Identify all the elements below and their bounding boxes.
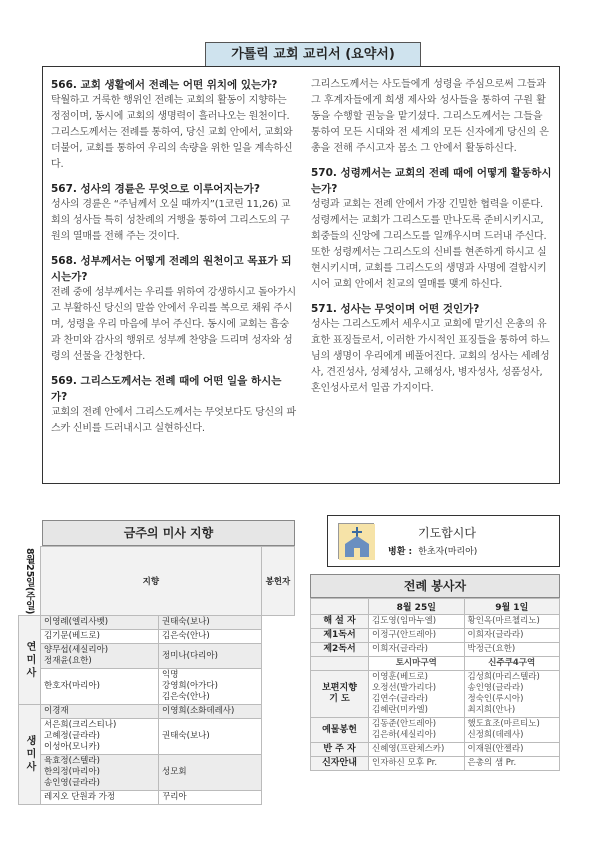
- header-intention: 지향: [41, 547, 262, 616]
- catechism-box: [42, 66, 560, 484]
- catechism-right-column: [311, 77, 553, 405]
- answer: 교회의 전례 안에서 그리스도께서는 무엇보다도 당신의 파스카 신비를 드러내시고 실현하신다.: [51, 407, 296, 434]
- service-group-b: 신주쿠4구역: [464, 657, 560, 671]
- service-title: 전례 봉사자: [310, 574, 560, 598]
- mass-row: [19, 616, 295, 630]
- service-role: 예물봉헌: [311, 718, 369, 743]
- service-role: 제2독서: [311, 643, 369, 657]
- continued-answer: 그리스도께서는 사도들에게 성령을 주심으로써 그들과 그 후계자들에게 희생 제사와 성사들을 통하여 구원 활동을 수행할 권능을 맡기셨다. 그리스도께서는 그들을 통하여 모든 시대와 전 세계의 모든 신자에게 당신의 은총을 전해 주시고자 몸소 그 안에서 활동하신다.: [311, 79, 549, 154]
- mass-intention: 이영례(엘리사벳): [41, 616, 159, 630]
- mass-offerer: 정미나(다리아): [159, 644, 262, 669]
- mass-row: [19, 669, 295, 705]
- answer: 탁월하고 거룩한 행위인 전례는 교회의 활동이 지향하는 정점이며, 동시에 교회의 생명력이 흘러나오는 원천이다. 그리스도께서는 전례를 통하여, 당신 교회 안에서, 교회와 더불어, 교회를 통하여 우리의 속량을 위한 일을 계속하신다.: [51, 95, 293, 170]
- catechism-title: 가톨릭 교회 교리서 (요약서): [205, 42, 421, 67]
- service-date-1: 8월 25일: [369, 599, 465, 615]
- prayer-name: 한초자(마리아): [418, 547, 478, 557]
- mass-row: [19, 719, 295, 755]
- service-table: [310, 598, 560, 771]
- mass-intention: 레지오 단원과 가정: [41, 791, 159, 805]
- service-role: 신자안내: [311, 757, 369, 771]
- mass-intention-title: 금주의 미사 지향: [42, 520, 295, 546]
- mass-intention: 육효정(스텔라) 한의정(마리아) 송인영(글라라): [41, 755, 159, 791]
- service-group-a: 토시마구역: [369, 657, 465, 671]
- service-name-1: 인자하신 모후 Pr.: [369, 757, 465, 771]
- answer: 성령과 교회는 전례 안에서 가장 긴밀한 협력을 이룬다. 성령께서는 교회가 그리스도를 만나도록 준비시키시고, 회중들의 신앙에 그리스도를 일깨우시며 드러내 주신다. 또한 성령께서는 그리스도의 신비를 현존하게 하시고 실현시키시며, 교회를 그리스도의 생명과 사명에 결합시키시어 교회 안에서 친교의 열매를 맺게 하신다.: [311, 199, 547, 290]
- service-name-1: 이희자(글라라): [369, 643, 465, 657]
- service-row: [311, 615, 560, 629]
- question: 567. 성사의 경륜은 무엇으로 이루어지는가?: [51, 183, 260, 195]
- service-header-blank: [311, 599, 369, 615]
- service-name-1: 이정구(안드레아): [369, 629, 465, 643]
- mass-date: 8월25일(주일): [23, 547, 35, 615]
- prayer-title: 기도합시다: [418, 526, 476, 540]
- mass-row: [19, 791, 295, 805]
- mass-intention: 서은희(크리스티나) 고혜정(글라라) 이성아(모니카): [41, 719, 159, 755]
- mass-offerer: 권태숙(보나): [159, 616, 262, 630]
- answer: 성사는 그리스도께서 세우시고 교회에 맡기신 은총의 유효한 표징들로서, 이러한 가시적인 표징들을 통하여 하느님의 생명이 우리에게 베풀어진다. 교회의 성사는 세례성사, 견진성사, 성체성사, 고해성사, 병자성사, 성품성사, 혼인성사로서 일곱 가지이다.: [311, 319, 550, 394]
- service-name-1: 김도영(임마누엘): [369, 615, 465, 629]
- mass-row: [19, 755, 295, 791]
- service-name-2: 은총의 샘 Pr.: [464, 757, 560, 771]
- mass-row: [19, 630, 295, 644]
- mass-intention: 이경재: [41, 705, 159, 719]
- mass-offerer: 성모회: [159, 755, 262, 791]
- mass-offerer: 김은숙(안나): [159, 630, 262, 644]
- service-row: [311, 643, 560, 657]
- service-name-1: 신혜영(프란체스카): [369, 743, 465, 757]
- question: 566. 교회 생활에서 전례는 어떤 위치에 있는가?: [51, 79, 278, 91]
- mass-offerer: 익명 강영희(아가다) 김은숙(안나): [159, 669, 262, 705]
- mass-intention: 한호자(마리아): [41, 669, 159, 705]
- answer: 전례 중에 성부께서는 우리를 위하여 강생하시고 돌아가시고 부활하신 당신의 말씀 안에서 우리를 복으로 채워 주시며, 성령을 우리 마음에 부어 주신다. 동시에 교회는 흠숭과 찬미와 감사의 행위로 성부께 찬양을 드리며 성자와 성령의 선물을 간청한다.: [51, 287, 296, 362]
- service-row: [311, 671, 560, 718]
- mass-offerer: 꾸리아: [159, 791, 262, 805]
- question: 571. 성사는 무엇이며 어떤 것인가?: [311, 303, 480, 315]
- service-name-2: 했도효조(마르티노) 신정희(데레사): [464, 718, 560, 743]
- answer: 성사의 경륜은 “주님께서 오실 때까지”(1코린 11,26) 교회의 성사들 특히 성찬례의 거행을 통하여 그리스도의 구원의 열매를 전해 주는 것이다.: [51, 199, 291, 242]
- service-group-row: [311, 657, 560, 671]
- mass-intention-table: [18, 546, 295, 805]
- mass-section-label: 생미사: [19, 705, 41, 805]
- prayer-box: [327, 515, 560, 567]
- question: 568. 성부께서는 어떻게 전례의 원천이고 목표가 되시는가?: [51, 255, 292, 283]
- mass-intention: 양무섭(세실리아) 정재윤(요한): [41, 644, 159, 669]
- service-name-2: 이재원(안젤라): [464, 743, 560, 757]
- service-role: 반 주 자: [311, 743, 369, 757]
- question: 569. 그리스도께서는 전례 때에 어떤 일을 하시는가?: [51, 375, 282, 403]
- catechism-left-column: [51, 77, 297, 445]
- service-name-2: 김성희(마리스텔라) 송인영(글라라) 정숙인(루시아) 최지희(안나): [464, 671, 560, 718]
- service-name-2: 황인옥(마르첼리노): [464, 615, 560, 629]
- prayer-label: 병환 :: [388, 547, 413, 557]
- service-row: [311, 757, 560, 771]
- mass-row: [19, 705, 295, 719]
- service-name-1: 이영훈(베드로) 오정선(발가리다) 김연수(글라라) 김혜란(미카엘): [369, 671, 465, 718]
- service-date-2: 9월 1일: [464, 599, 560, 615]
- service-row: [311, 718, 560, 743]
- mass-offerer: 권태숙(보나): [159, 719, 262, 755]
- question: 570. 성령께서는 교회의 전례 때에 어떻게 활동하시는가?: [311, 167, 552, 195]
- service-name-2: 박정근(요한): [464, 643, 560, 657]
- church-icon: [338, 523, 374, 559]
- service-group-blank: [311, 657, 369, 671]
- service-name-2: 이희자(글라라): [464, 629, 560, 643]
- prayer-line: [388, 544, 477, 557]
- header-offerer: 봉헌자: [261, 547, 294, 616]
- service-role: 해 설 자: [311, 615, 369, 629]
- service-role: 제1독서: [311, 629, 369, 643]
- mass-intention: 김기문(베드로): [41, 630, 159, 644]
- service-row: [311, 743, 560, 757]
- mass-row: [19, 644, 295, 669]
- mass-section-label: 연미사: [19, 616, 41, 705]
- service-row: [311, 629, 560, 643]
- mass-offerer: 이영희(소화데레사): [159, 705, 262, 719]
- service-role: 보편지향 기 도: [311, 671, 369, 718]
- service-name-1: 김동준(안드레아) 김은하(세실리아): [369, 718, 465, 743]
